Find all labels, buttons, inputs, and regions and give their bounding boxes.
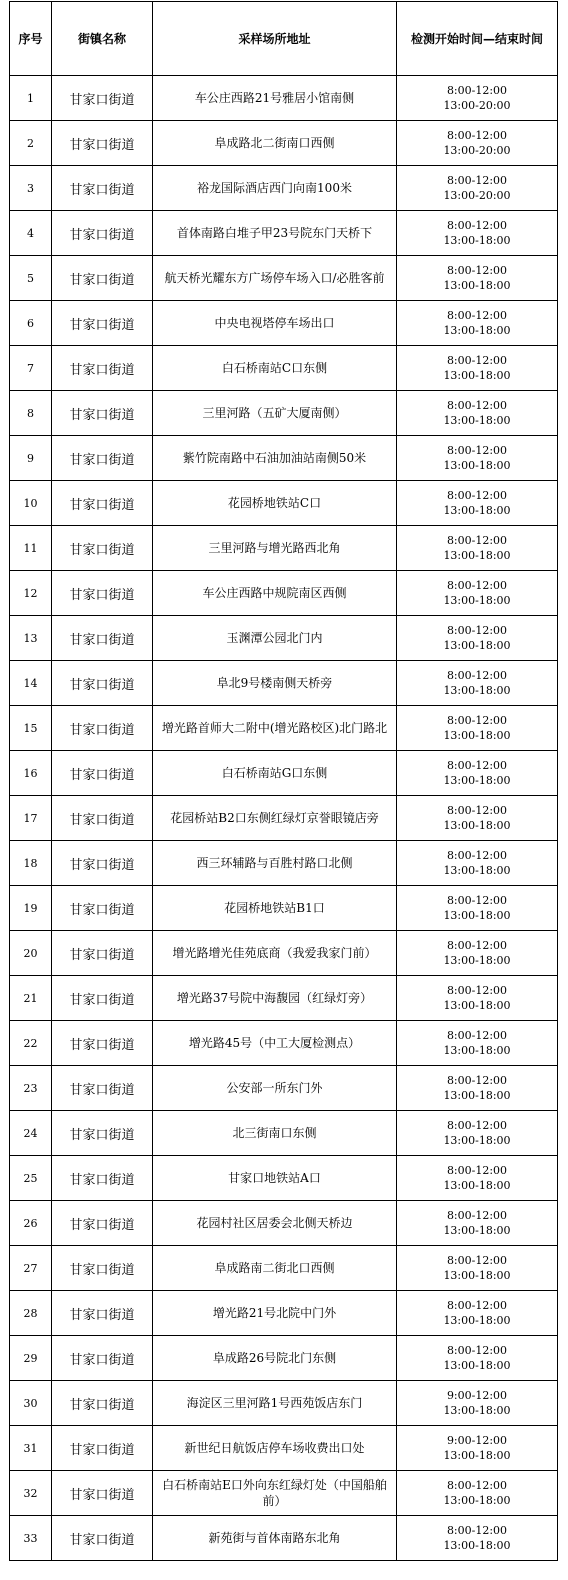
- row-index: 18: [10, 841, 52, 886]
- afternoon-time: 13:00-20:00: [443, 144, 511, 157]
- morning-time: 8:00-12:00: [446, 939, 508, 952]
- row-street: 甘家口街道: [52, 1021, 153, 1066]
- row-address: 甘家口地铁站A口: [153, 1156, 397, 1201]
- row-street: 甘家口街道: [52, 76, 153, 121]
- morning-time: 8:00-12:00: [446, 1299, 508, 1312]
- row-street: 甘家口街道: [52, 1156, 153, 1201]
- row-address: 花园桥地铁站C口: [153, 481, 397, 526]
- row-index: 10: [10, 481, 52, 526]
- row-address: 花园桥站B2口东侧红绿灯京誉眼镜店旁: [153, 796, 397, 841]
- afternoon-time: 13:00-18:00: [443, 639, 511, 652]
- morning-time: 9:00-12:00: [446, 1434, 508, 1447]
- row-street: 甘家口街道: [52, 211, 153, 256]
- afternoon-time: 13:00-18:00: [443, 279, 511, 292]
- table-row: [10, 661, 558, 706]
- morning-time: 8:00-12:00: [446, 444, 508, 457]
- table-row: [10, 211, 558, 256]
- table-row: [10, 1156, 558, 1201]
- row-street: 甘家口街道: [52, 481, 153, 526]
- table-row: [10, 481, 558, 526]
- afternoon-time: 13:00-18:00: [443, 1314, 511, 1327]
- row-street: 甘家口街道: [52, 616, 153, 661]
- row-index: 12: [10, 571, 52, 616]
- morning-time: 8:00-12:00: [446, 669, 508, 682]
- row-index: 22: [10, 1021, 52, 1066]
- afternoon-time: 13:00-18:00: [443, 909, 511, 922]
- row-index: 13: [10, 616, 52, 661]
- morning-time: 8:00-12:00: [446, 1254, 508, 1267]
- row-address: 首体南路白堆子甲23号院东门天桥下: [153, 211, 397, 256]
- header-index: 序号: [10, 2, 52, 76]
- row-time: [397, 391, 558, 436]
- row-time: [397, 76, 558, 121]
- row-index: 31: [10, 1426, 52, 1471]
- morning-time: 8:00-12:00: [446, 1524, 508, 1537]
- table-row: [10, 886, 558, 931]
- row-time: [397, 1201, 558, 1246]
- row-time: [397, 1336, 558, 1381]
- row-time: [397, 931, 558, 976]
- row-time: [397, 1516, 558, 1561]
- row-street: 甘家口街道: [52, 526, 153, 571]
- morning-time: 8:00-12:00: [446, 1164, 508, 1177]
- row-address: 增光路21号北院中门外: [153, 1291, 397, 1336]
- row-street: 甘家口街道: [52, 1426, 153, 1471]
- morning-time: 8:00-12:00: [446, 309, 508, 322]
- morning-time: 8:00-12:00: [446, 894, 508, 907]
- morning-time: 8:00-12:00: [446, 984, 508, 997]
- afternoon-time: 13:00-20:00: [443, 99, 511, 112]
- row-street: 甘家口街道: [52, 1516, 153, 1561]
- row-index: 25: [10, 1156, 52, 1201]
- morning-time: 8:00-12:00: [446, 804, 508, 817]
- table-row: [10, 1111, 558, 1156]
- row-time: [397, 256, 558, 301]
- afternoon-time: 13:00-18:00: [443, 369, 511, 382]
- row-time: [397, 1246, 558, 1291]
- row-index: 3: [10, 166, 52, 211]
- row-address: 紫竹院南路中石油加油站南侧50米: [153, 436, 397, 481]
- row-street: 甘家口街道: [52, 571, 153, 616]
- row-index: 6: [10, 301, 52, 346]
- row-index: 14: [10, 661, 52, 706]
- row-index: 32: [10, 1471, 52, 1516]
- table-row: [10, 706, 558, 751]
- morning-time: 8:00-12:00: [446, 354, 508, 367]
- afternoon-time: 13:00-18:00: [443, 234, 511, 247]
- row-address: 花园村社区居委会北侧天桥边: [153, 1201, 397, 1246]
- row-address: 白石桥南站C口东侧: [153, 346, 397, 391]
- row-address: 阜成路南二街北口西侧: [153, 1246, 397, 1291]
- row-index: 28: [10, 1291, 52, 1336]
- morning-time: 8:00-12:00: [446, 579, 508, 592]
- afternoon-time: 13:00-18:00: [443, 1449, 511, 1462]
- afternoon-time: 13:00-18:00: [443, 1179, 511, 1192]
- table-row: [10, 976, 558, 1021]
- row-index: 4: [10, 211, 52, 256]
- morning-time: 8:00-12:00: [446, 129, 508, 142]
- row-time: [397, 346, 558, 391]
- row-address: 三里河路（五矿大厦南侧）: [153, 391, 397, 436]
- row-street: 甘家口街道: [52, 1291, 153, 1336]
- row-index: 11: [10, 526, 52, 571]
- row-time: [397, 661, 558, 706]
- row-street: 甘家口街道: [52, 976, 153, 1021]
- row-time: [397, 121, 558, 166]
- row-index: 27: [10, 1246, 52, 1291]
- row-street: 甘家口街道: [52, 1381, 153, 1426]
- table-row: [10, 1291, 558, 1336]
- afternoon-time: 13:00-18:00: [443, 684, 511, 697]
- row-street: 甘家口街道: [52, 346, 153, 391]
- row-street: 甘家口街道: [52, 841, 153, 886]
- row-time: [397, 976, 558, 1021]
- row-street: 甘家口街道: [52, 436, 153, 481]
- morning-time: 8:00-12:00: [446, 1344, 508, 1357]
- row-time: [397, 1291, 558, 1336]
- row-address: 白石桥南站G口东侧: [153, 751, 397, 796]
- row-index: 23: [10, 1066, 52, 1111]
- row-index: 21: [10, 976, 52, 1021]
- table-row: [10, 76, 558, 121]
- afternoon-time: 13:00-18:00: [443, 774, 511, 787]
- afternoon-time: 13:00-18:00: [443, 1269, 511, 1282]
- row-time: [397, 1156, 558, 1201]
- row-address: 增光路首师大二附中(增光路校区)北门路北: [153, 706, 397, 751]
- morning-time: 8:00-12:00: [446, 849, 508, 862]
- row-address: 新世纪日航饭店停车场收费出口处: [153, 1426, 397, 1471]
- afternoon-time: 13:00-18:00: [443, 1359, 511, 1372]
- table-row: [10, 436, 558, 481]
- afternoon-time: 13:00-18:00: [443, 459, 511, 472]
- row-street: 甘家口街道: [52, 391, 153, 436]
- row-address: 中央电视塔停车场出口: [153, 301, 397, 346]
- row-time: [397, 571, 558, 616]
- row-street: 甘家口街道: [52, 121, 153, 166]
- row-time: [397, 841, 558, 886]
- row-street: 甘家口街道: [52, 931, 153, 976]
- morning-time: 8:00-12:00: [446, 264, 508, 277]
- afternoon-time: 13:00-18:00: [443, 324, 511, 337]
- row-address: 花园桥地铁站B1口: [153, 886, 397, 931]
- row-index: 8: [10, 391, 52, 436]
- row-time: [397, 481, 558, 526]
- row-street: 甘家口街道: [52, 661, 153, 706]
- row-index: 9: [10, 436, 52, 481]
- row-time: [397, 1381, 558, 1426]
- row-index: 20: [10, 931, 52, 976]
- table-row: [10, 841, 558, 886]
- table-row: [10, 1381, 558, 1426]
- row-index: 7: [10, 346, 52, 391]
- afternoon-time: 13:00-18:00: [443, 819, 511, 832]
- row-address: 公安部一所东门外: [153, 1066, 397, 1111]
- morning-time: 8:00-12:00: [446, 1209, 508, 1222]
- header-time: 检测开始时间—结束时间: [397, 2, 558, 76]
- row-address: 增光路45号（中工大厦检测点）: [153, 1021, 397, 1066]
- row-street: 甘家口街道: [52, 796, 153, 841]
- afternoon-time: 13:00-18:00: [443, 864, 511, 877]
- row-address: 航天桥光耀东方广场停车场入口/必胜客前: [153, 256, 397, 301]
- row-address: 车公庄西路中规院南区西侧: [153, 571, 397, 616]
- row-street: 甘家口街道: [52, 1471, 153, 1516]
- row-address: 阜北9号楼南侧天桥旁: [153, 661, 397, 706]
- testing-sites-table: [9, 1, 558, 1561]
- table-row: [10, 1426, 558, 1471]
- morning-time: 9:00-12:00: [446, 1389, 508, 1402]
- table-row: [10, 301, 558, 346]
- row-address: 裕龙国际酒店西门向南100米: [153, 166, 397, 211]
- table-row: [10, 346, 558, 391]
- row-index: 29: [10, 1336, 52, 1381]
- row-time: [397, 1471, 558, 1516]
- afternoon-time: 13:00-18:00: [443, 999, 511, 1012]
- afternoon-time: 13:00-18:00: [443, 594, 511, 607]
- row-index: 2: [10, 121, 52, 166]
- afternoon-time: 13:00-18:00: [443, 1539, 511, 1552]
- row-street: 甘家口街道: [52, 166, 153, 211]
- row-street: 甘家口街道: [52, 1066, 153, 1111]
- table-row: [10, 796, 558, 841]
- row-time: [397, 796, 558, 841]
- morning-time: 8:00-12:00: [446, 624, 508, 637]
- row-index: 5: [10, 256, 52, 301]
- row-time: [397, 1066, 558, 1111]
- table-row: [10, 1201, 558, 1246]
- row-index: 17: [10, 796, 52, 841]
- table-row: [10, 1066, 558, 1111]
- afternoon-time: 13:00-18:00: [443, 1089, 511, 1102]
- row-street: 甘家口街道: [52, 1201, 153, 1246]
- header-street: 街镇名称: [52, 2, 153, 76]
- row-index: 15: [10, 706, 52, 751]
- table-row: [10, 121, 558, 166]
- morning-time: 8:00-12:00: [446, 399, 508, 412]
- row-time: [397, 706, 558, 751]
- row-time: [397, 886, 558, 931]
- morning-time: 8:00-12:00: [446, 219, 508, 232]
- afternoon-time: 13:00-18:00: [443, 1224, 511, 1237]
- table-row: [10, 1336, 558, 1381]
- row-address: 北三街南口东侧: [153, 1111, 397, 1156]
- afternoon-time: 13:00-18:00: [443, 1044, 511, 1057]
- table-row: [10, 526, 558, 571]
- afternoon-time: 13:00-18:00: [443, 954, 511, 967]
- table-row: [10, 391, 558, 436]
- row-time: [397, 1021, 558, 1066]
- row-address: 车公庄西路21号雅居小馆南侧: [153, 76, 397, 121]
- afternoon-time: 13:00-18:00: [443, 549, 511, 562]
- table-row: [10, 931, 558, 976]
- afternoon-time: 13:00-18:00: [443, 1134, 511, 1147]
- table-row: [10, 1021, 558, 1066]
- row-street: 甘家口街道: [52, 1111, 153, 1156]
- afternoon-time: 13:00-20:00: [443, 189, 511, 202]
- row-time: [397, 211, 558, 256]
- row-index: 33: [10, 1516, 52, 1561]
- morning-time: 8:00-12:00: [446, 174, 508, 187]
- row-time: [397, 526, 558, 571]
- morning-time: 8:00-12:00: [446, 1029, 508, 1042]
- row-street: 甘家口街道: [52, 751, 153, 796]
- row-time: [397, 166, 558, 211]
- morning-time: 8:00-12:00: [446, 84, 508, 97]
- table-row: [10, 616, 558, 661]
- table-header-row: [10, 2, 558, 76]
- table-row: [10, 1516, 558, 1561]
- row-address: 玉渊潭公园北门内: [153, 616, 397, 661]
- row-index: 19: [10, 886, 52, 931]
- afternoon-time: 13:00-18:00: [443, 504, 511, 517]
- morning-time: 8:00-12:00: [446, 1074, 508, 1087]
- table-row: [10, 166, 558, 211]
- row-address: 新苑街与首体南路东北角: [153, 1516, 397, 1561]
- afternoon-time: 13:00-18:00: [443, 1494, 511, 1507]
- row-time: [397, 751, 558, 796]
- row-street: 甘家口街道: [52, 706, 153, 751]
- row-time: [397, 616, 558, 661]
- row-index: 30: [10, 1381, 52, 1426]
- morning-time: 8:00-12:00: [446, 534, 508, 547]
- row-time: [397, 436, 558, 481]
- row-time: [397, 1111, 558, 1156]
- morning-time: 8:00-12:00: [446, 1479, 508, 1492]
- row-index: 1: [10, 76, 52, 121]
- row-street: 甘家口街道: [52, 1336, 153, 1381]
- row-address: 海淀区三里河路1号西苑饭店东门: [153, 1381, 397, 1426]
- row-index: 24: [10, 1111, 52, 1156]
- morning-time: 8:00-12:00: [446, 489, 508, 502]
- morning-time: 8:00-12:00: [446, 759, 508, 772]
- table-row: [10, 1471, 558, 1516]
- afternoon-time: 13:00-18:00: [443, 414, 511, 427]
- row-time: [397, 301, 558, 346]
- row-index: 26: [10, 1201, 52, 1246]
- table-row: [10, 571, 558, 616]
- row-street: 甘家口街道: [52, 256, 153, 301]
- row-address: 增光路增光佳苑底商（我爱我家门前）: [153, 931, 397, 976]
- row-time: [397, 1426, 558, 1471]
- row-address: 三里河路与增光路西北角: [153, 526, 397, 571]
- row-street: 甘家口街道: [52, 886, 153, 931]
- row-address: 白石桥南站E口外向东红绿灯处（中国船舶前）: [153, 1471, 397, 1516]
- row-address: 增光路37号院中海馥园（红绿灯旁）: [153, 976, 397, 1021]
- afternoon-time: 13:00-18:00: [443, 1404, 511, 1417]
- table-row: [10, 751, 558, 796]
- row-address: 阜成路26号院北门东侧: [153, 1336, 397, 1381]
- row-index: 16: [10, 751, 52, 796]
- afternoon-time: 13:00-18:00: [443, 729, 511, 742]
- table-row: [10, 256, 558, 301]
- morning-time: 8:00-12:00: [446, 714, 508, 727]
- header-address: 采样场所地址: [153, 2, 397, 76]
- morning-time: 8:00-12:00: [446, 1119, 508, 1132]
- row-street: 甘家口街道: [52, 301, 153, 346]
- row-street: 甘家口街道: [52, 1246, 153, 1291]
- row-address: 西三环辅路与百胜村路口北侧: [153, 841, 397, 886]
- row-address: 阜成路北二街南口西侧: [153, 121, 397, 166]
- table-row: [10, 1246, 558, 1291]
